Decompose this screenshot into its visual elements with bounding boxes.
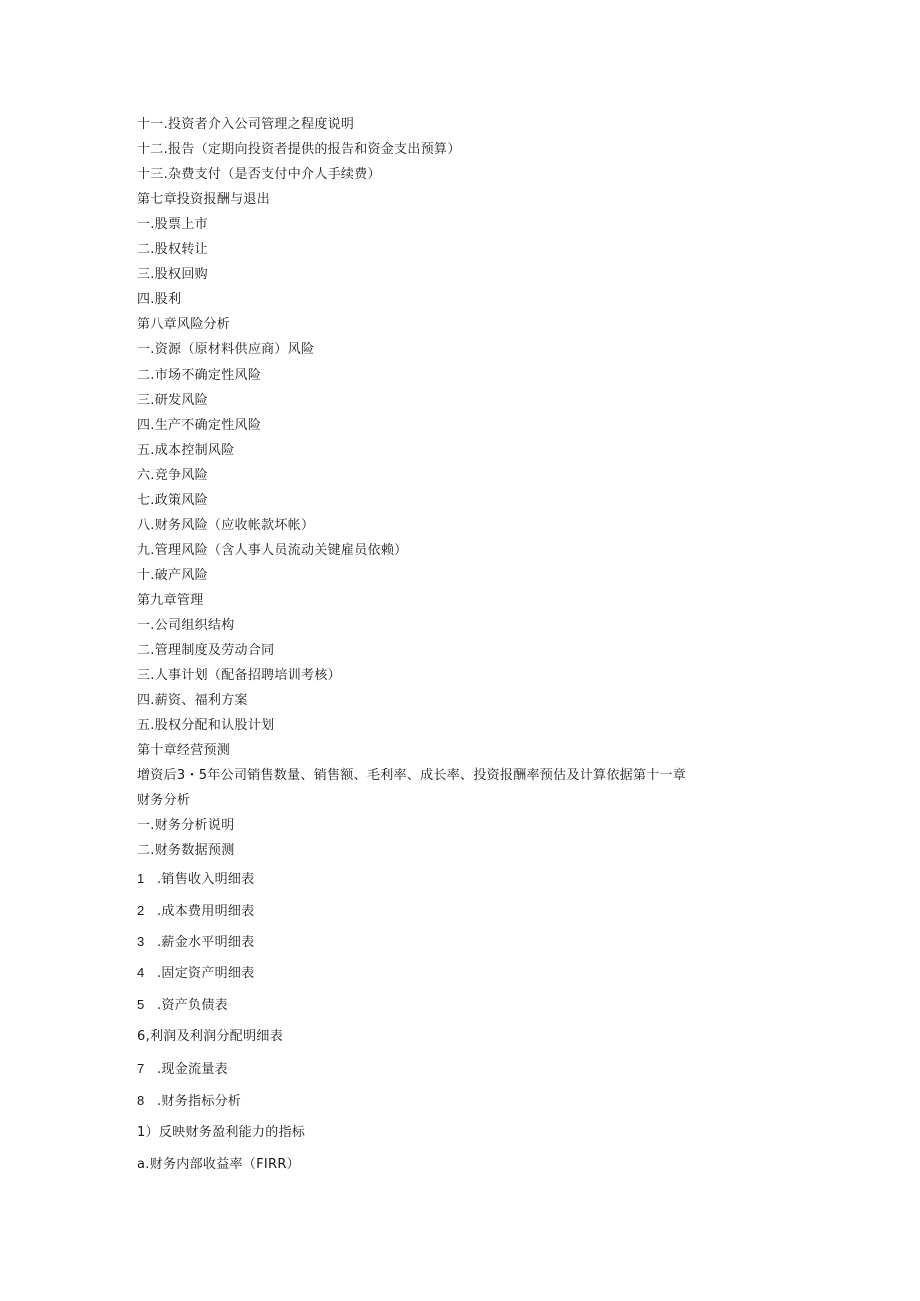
list-item-3 (137, 933, 255, 952)
item-number: 1 (137, 871, 145, 886)
item-text: .薪金水平明细表 (157, 935, 255, 950)
outline-line: 四.薪资、福利方案 (137, 693, 248, 708)
item-number: 5 (137, 997, 145, 1012)
outline-line: 五.股权分配和认股计划 (137, 718, 275, 733)
item-number: 4 (137, 965, 145, 980)
list-item-5 (137, 996, 228, 1015)
list-item-1 (137, 870, 255, 889)
outline-line: 十二.报告（定期向投资者提供的报告和资金支出预算） (137, 142, 461, 157)
list-item-7 (137, 1060, 228, 1079)
item-text: .成本费用明细表 (157, 904, 255, 919)
outline-line: 十三.杂费支付（是否支付中介人手续费） (137, 167, 381, 182)
outline-line: 一.资源（原材料供应商）风险 (137, 342, 315, 357)
outline-line: 八.财务风险（应收帐款坏帐） (137, 518, 315, 533)
outline-line: 二.股权转让 (137, 242, 208, 257)
item-text: .财务指标分析 (157, 1094, 242, 1109)
outline-line: 十.破产风险 (137, 568, 208, 583)
item-number: 8 (137, 1093, 145, 1108)
outline-line: 四.生产不确定性风险 (137, 418, 262, 433)
outline-line: 三.股权回购 (137, 267, 208, 282)
outline-line: 第八章风险分析 (137, 317, 231, 332)
outline-line: 第七章投资报酬与退出 (137, 192, 271, 207)
outline-line: 二.管理制度及劳动合同 (137, 643, 275, 658)
outline-line: 三.人事计划（配备招聘培训考核） (137, 668, 341, 683)
sub-heading-1: 1）反映财务盈利能力的指标 (137, 1125, 306, 1140)
outline-line: 九.管理风险（含人事人员流动关键雇员依赖） (137, 543, 408, 558)
item-number: 7 (137, 1061, 145, 1076)
list-item-8 (137, 1092, 241, 1111)
outline-line: 十一.投资者介入公司管理之程度说明 (137, 117, 355, 132)
outline-line: 七.政策风险 (137, 493, 208, 508)
outline-line: 四.股利 (137, 292, 182, 307)
item-number: 2 (137, 903, 145, 918)
item-text: .销售收入明细表 (157, 872, 255, 887)
list-item-4 (137, 964, 255, 983)
item-text: .固定资产明细表 (157, 966, 255, 981)
outline-line: 第十章经营预测 (137, 743, 231, 758)
outline-line: 二.市场不确定性风险 (137, 368, 262, 383)
item-text: .资产负债表 (157, 998, 228, 1013)
outline-line: 五.成本控制风险 (137, 443, 235, 458)
outline-line: 六.竞争风险 (137, 468, 208, 483)
outline-line: 二.财务数据预测 (137, 843, 235, 858)
item-text: .现金流量表 (157, 1062, 228, 1077)
outline-line: 一.公司组织结构 (137, 618, 235, 633)
list-item-2 (137, 902, 255, 921)
outline-line: 第九章管理 (137, 593, 204, 608)
outline-line: 增资后3・5年公司销售数量、销售额、毛利率、成长率、投资报酬率预估及计算依据第十一章 (137, 768, 687, 783)
outline-line: 一.股票上市 (137, 217, 208, 232)
outline-line: 财务分析 (137, 793, 191, 808)
outline-line: 三.研发风险 (137, 393, 208, 408)
sub-heading-a: a.财务内部收益率（FIRR） (137, 1157, 300, 1172)
list-item-6: 6,利润及利润分配明细表 (137, 1029, 284, 1044)
outline-line: 一.财务分析说明 (137, 818, 235, 833)
item-number: 3 (137, 934, 145, 949)
